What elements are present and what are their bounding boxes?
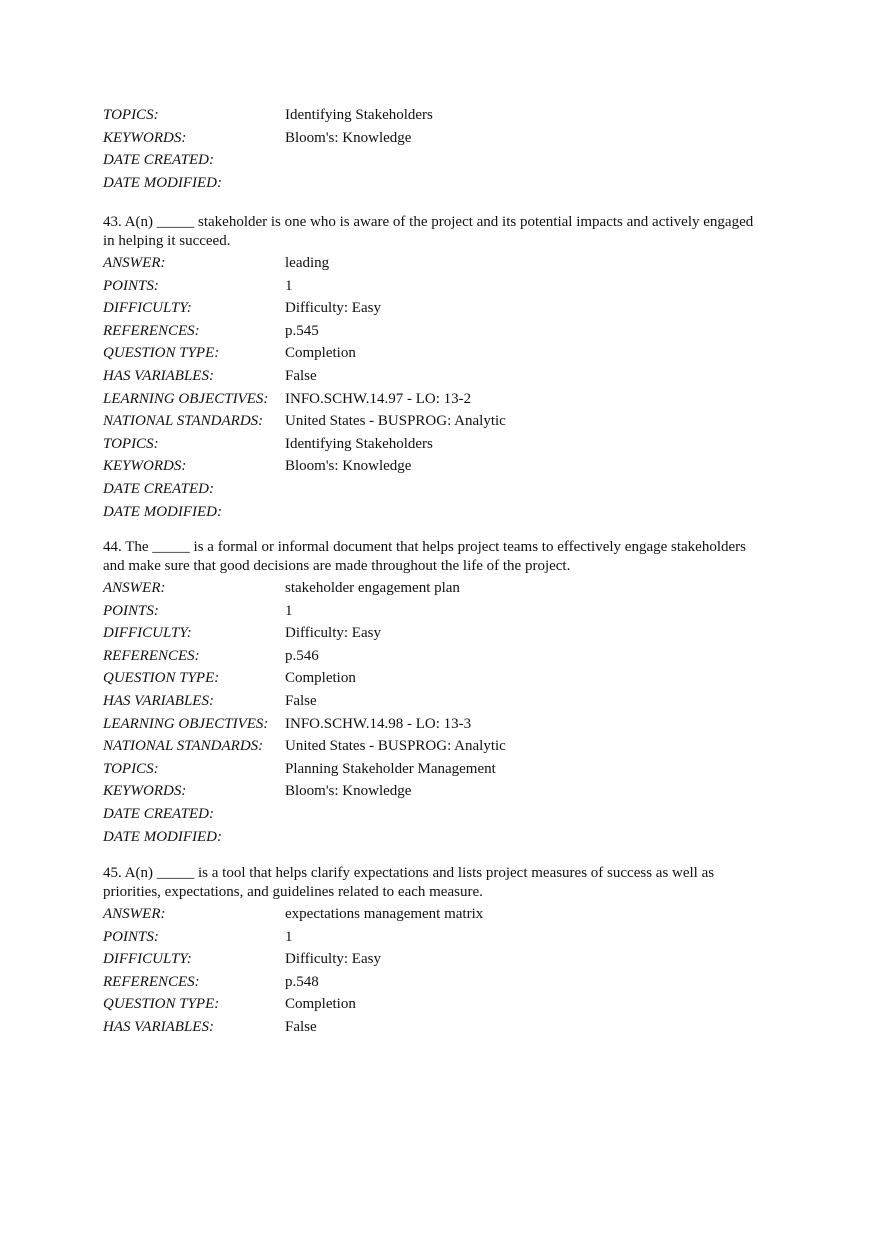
question-text: 45. A(n) _____ is a tool that helps clarify expectations and lists project measures of success as well as priorities, expectations, and guidelines related to each measure. xyxy=(103,865,715,900)
meta-value: Bloom's: Knowledge xyxy=(285,458,412,475)
meta-label: QUESTION TYPE: xyxy=(103,670,220,687)
meta-label: DATE MODIFIED: xyxy=(103,828,222,845)
meta-row xyxy=(103,297,763,320)
meta-label: HAS VARIABLES: xyxy=(103,1018,214,1035)
meta-label: KEYWORDS: xyxy=(103,783,187,800)
meta-value: Identifying Stakeholders xyxy=(285,435,433,452)
meta-row xyxy=(103,690,763,713)
meta-value: Bloom's: Knowledge xyxy=(285,129,412,146)
meta-label: DATE MODIFIED: xyxy=(103,174,222,191)
meta-label: KEYWORDS: xyxy=(103,458,187,475)
meta-value: 1 xyxy=(285,602,293,619)
question-text: 44. The _____ is a formal or informal document that helps project teams to effectively engage stakeholders and make sure that good decisions are made throughout the life of the project. xyxy=(103,539,747,574)
meta-value: United States - BUSPROG: Analytic xyxy=(285,413,506,430)
meta-value: p.548 xyxy=(285,973,319,990)
meta-label: TOPICS: xyxy=(103,435,159,452)
meta-value: 1 xyxy=(285,928,293,945)
meta-label: DATE CREATED: xyxy=(103,805,214,822)
meta-row xyxy=(103,780,763,803)
question-45 xyxy=(103,864,763,1039)
meta-row xyxy=(103,645,763,668)
meta-row xyxy=(103,365,763,388)
meta-row xyxy=(103,758,763,781)
meta-label: REFERENCES: xyxy=(103,647,200,664)
meta-label: TOPICS: xyxy=(103,107,159,123)
meta-value: United States - BUSPROG: Analytic xyxy=(285,738,506,755)
meta-row xyxy=(103,926,763,949)
meta-label: LEARNING OBJECTIVES: xyxy=(103,715,269,732)
meta-value: Bloom's: Knowledge xyxy=(285,783,412,800)
meta-value: Difficulty: Easy xyxy=(285,951,381,968)
question-44 xyxy=(103,538,763,848)
meta-row xyxy=(103,735,763,758)
meta-row xyxy=(103,320,763,343)
meta-row xyxy=(103,478,763,501)
meta-row xyxy=(103,667,763,690)
meta-label: ANSWER: xyxy=(103,255,166,271)
meta-row xyxy=(103,172,763,195)
meta-row xyxy=(103,577,763,600)
meta-value: Completion xyxy=(285,345,356,362)
meta-label: POINTS: xyxy=(103,928,159,945)
meta-row xyxy=(103,622,763,645)
meta-label: REFERENCES: xyxy=(103,973,200,990)
meta-value: Planning Stakeholder Management xyxy=(285,760,496,777)
meta-value: p.545 xyxy=(285,322,319,339)
meta-value: stakeholder engagement plan xyxy=(285,580,460,596)
meta-row xyxy=(103,803,763,826)
meta-label: DIFFICULTY: xyxy=(103,625,192,642)
meta-label: QUESTION TYPE: xyxy=(103,996,220,1013)
meta-value: False xyxy=(285,367,317,384)
meta-row xyxy=(103,342,763,365)
meta-label: REFERENCES: xyxy=(103,322,200,339)
meta-row xyxy=(103,252,763,275)
meta-label: POINTS: xyxy=(103,277,159,294)
meta-value: leading xyxy=(285,255,330,271)
meta-value: Difficulty: Easy xyxy=(285,300,381,317)
meta-row xyxy=(103,127,763,150)
meta-label: HAS VARIABLES: xyxy=(103,692,214,709)
meta-value: Completion xyxy=(285,996,356,1013)
meta-row xyxy=(103,600,763,623)
meta-value: False xyxy=(285,692,317,709)
meta-row xyxy=(103,993,763,1016)
meta-value: Identifying Stakeholders xyxy=(285,107,433,123)
meta-value: False xyxy=(285,1018,317,1035)
question-43 xyxy=(103,213,763,523)
meta-label: DIFFICULTY: xyxy=(103,300,192,317)
meta-value: INFO.SCHW.14.98 - LO: 13-3 xyxy=(285,715,472,732)
meta-row xyxy=(103,826,763,849)
meta-row xyxy=(103,388,763,411)
meta-label: NATIONAL STANDARDS: xyxy=(103,413,264,430)
meta-value: p.546 xyxy=(285,647,319,664)
meta-row xyxy=(103,410,763,433)
meta-row xyxy=(103,1016,763,1039)
meta-label: HAS VARIABLES: xyxy=(103,367,214,384)
meta-label: QUESTION TYPE: xyxy=(103,345,220,362)
meta-row xyxy=(103,455,763,478)
meta-label: ANSWER: xyxy=(103,580,166,596)
meta-row xyxy=(103,433,763,456)
meta-label: NATIONAL STANDARDS: xyxy=(103,738,264,755)
question-text: 43. A(n) _____ stakeholder is one who is aware of the project and its potential impacts and actively engaged in helping it succeed. xyxy=(103,214,754,249)
meta-row xyxy=(103,104,763,127)
meta-value: INFO.SCHW.14.97 - LO: 13-2 xyxy=(285,390,472,407)
meta-label: KEYWORDS: xyxy=(103,129,187,146)
meta-value: expectations management matrix xyxy=(285,906,484,922)
meta-value: Difficulty: Easy xyxy=(285,625,381,642)
meta-value: 1 xyxy=(285,277,293,294)
meta-row xyxy=(103,713,763,736)
meta-row xyxy=(103,948,763,971)
meta-label: DATE CREATED: xyxy=(103,152,214,169)
meta-row xyxy=(103,149,763,172)
question-42-metadata xyxy=(103,104,763,194)
meta-value: Completion xyxy=(285,670,356,687)
meta-label: DATE CREATED: xyxy=(103,480,214,497)
meta-row xyxy=(103,903,763,926)
meta-label: DATE MODIFIED: xyxy=(103,503,222,520)
meta-label: TOPICS: xyxy=(103,760,159,777)
meta-label: POINTS: xyxy=(103,602,159,619)
meta-label: DIFFICULTY: xyxy=(103,951,192,968)
meta-label: ANSWER: xyxy=(103,906,166,922)
meta-label: LEARNING OBJECTIVES: xyxy=(103,390,269,407)
meta-row xyxy=(103,501,763,524)
meta-row xyxy=(103,275,763,298)
meta-row xyxy=(103,971,763,994)
